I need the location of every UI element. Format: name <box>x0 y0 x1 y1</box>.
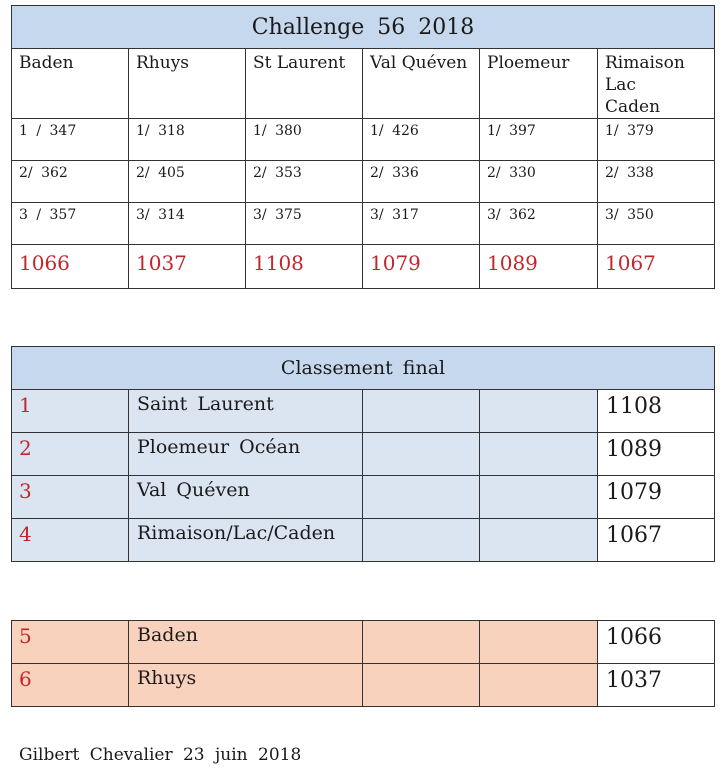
total-row <box>12 245 715 289</box>
ranking-row <box>12 519 715 562</box>
round-score: 3/ 362 <box>487 207 536 223</box>
round-row-3 <box>12 203 715 245</box>
rank-number: 4 <box>19 522 32 546</box>
ranking-row <box>12 621 715 664</box>
team-total: 1089 <box>487 251 538 275</box>
round-score: 1/ 426 <box>370 123 419 139</box>
team-total: 1079 <box>370 251 421 275</box>
team-name: Val Quéven <box>137 479 250 501</box>
round-score: 2/ 353 <box>253 165 302 181</box>
team-total: 1037 <box>136 251 187 275</box>
round-score: 3/ 350 <box>605 207 654 223</box>
round-score: 2/ 336 <box>370 165 419 181</box>
round-score: 2/ 330 <box>487 165 536 181</box>
round-score: 2/ 362 <box>19 165 68 181</box>
ranking-row <box>12 433 715 476</box>
round-score: 1/ 318 <box>136 123 185 139</box>
others-table <box>11 620 715 707</box>
classement-title: Classement final <box>12 347 715 390</box>
round-score: 1/ 379 <box>605 123 654 139</box>
final-score: 1108 <box>606 394 662 419</box>
team-header: Rimaison Lac Caden <box>605 53 685 117</box>
challenge-table <box>11 5 715 289</box>
final-score: 1089 <box>606 437 662 462</box>
team-header: Baden <box>19 53 74 73</box>
final-score: 1067 <box>606 523 662 548</box>
team-total: 1066 <box>19 251 70 275</box>
team-name: Baden <box>137 624 198 646</box>
rank-number: 5 <box>19 624 32 648</box>
rank-number: 3 <box>19 479 32 503</box>
round-row-1 <box>12 119 715 161</box>
rank-number: 6 <box>19 667 32 691</box>
classement-table <box>11 346 715 562</box>
rank-number: 1 <box>19 393 32 417</box>
round-score: 2/ 405 <box>136 165 185 181</box>
challenge-title: Challenge 56 2018 <box>12 6 715 49</box>
author-signature: Gilbert Chevalier 23 juin 2018 <box>19 745 302 765</box>
team-header-row <box>12 49 715 119</box>
round-score: 3/ 375 <box>253 207 302 223</box>
final-score: 1037 <box>606 668 662 693</box>
team-name: Rimaison/Lac/Caden <box>137 522 336 544</box>
final-score: 1079 <box>606 480 662 505</box>
rank-number: 2 <box>19 436 32 460</box>
team-total: 1108 <box>253 251 304 275</box>
round-score: 2/ 338 <box>605 165 654 181</box>
team-name: Ploemeur Océan <box>137 436 301 458</box>
round-score: 1/ 380 <box>253 123 302 139</box>
team-header: Ploemeur <box>487 53 570 73</box>
ranking-row <box>12 390 715 433</box>
ranking-row <box>12 664 715 707</box>
team-name: Saint Laurent <box>137 393 274 415</box>
round-score: 3 / 357 <box>19 207 77 223</box>
final-score: 1066 <box>606 625 662 650</box>
round-score: 1 / 347 <box>19 123 77 139</box>
round-score: 1/ 397 <box>487 123 536 139</box>
team-header: Val Quéven <box>370 53 468 73</box>
team-name: Rhuys <box>137 667 197 689</box>
round-row-2 <box>12 161 715 203</box>
round-score: 3/ 317 <box>370 207 419 223</box>
team-header: St Laurent <box>253 53 346 73</box>
ranking-row <box>12 476 715 519</box>
team-total: 1067 <box>605 251 656 275</box>
team-header: Rhuys <box>136 53 190 73</box>
round-score: 3/ 314 <box>136 207 185 223</box>
